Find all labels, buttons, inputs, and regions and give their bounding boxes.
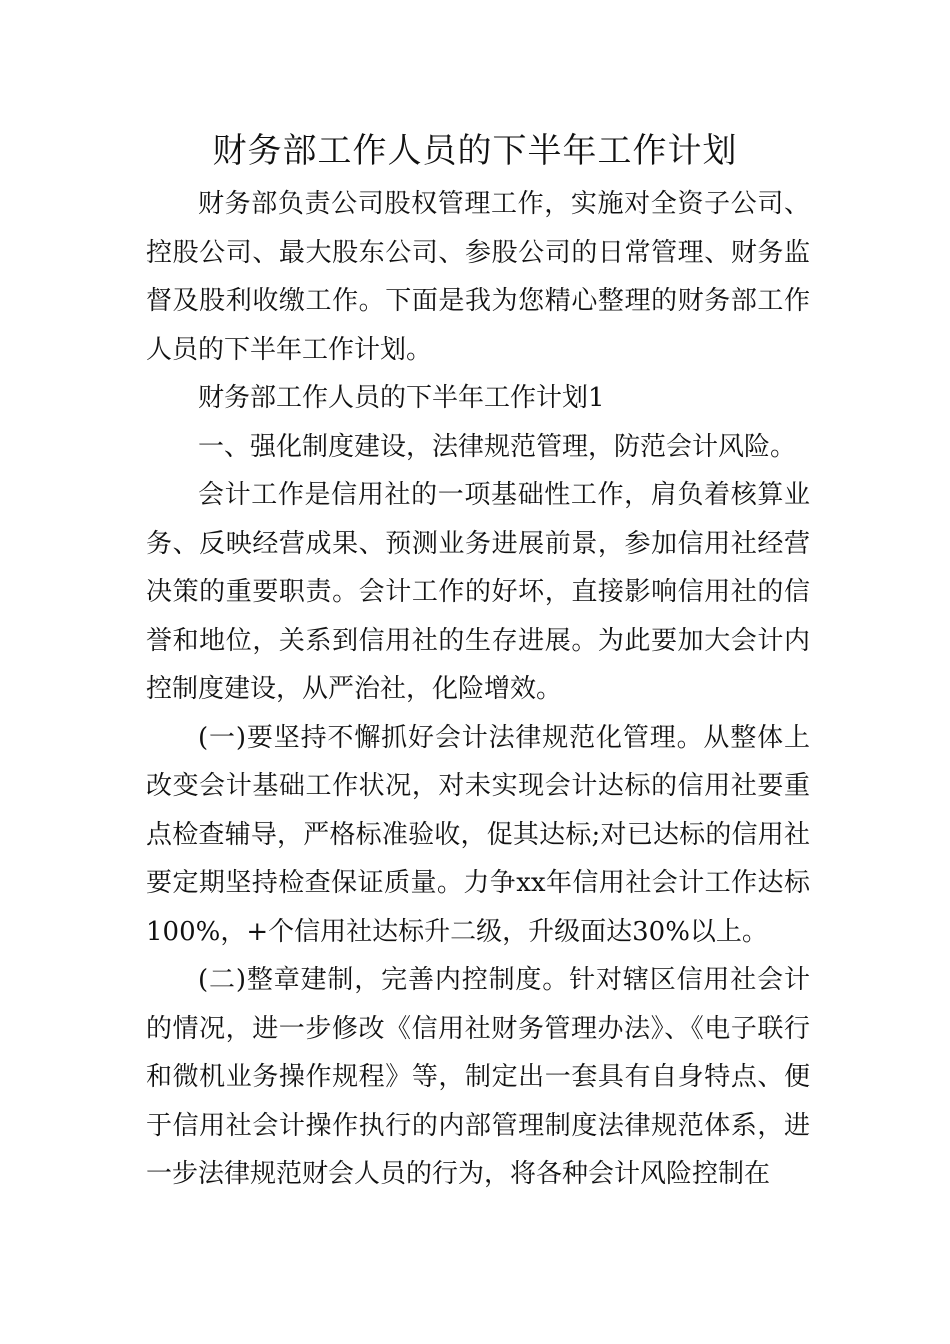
document-body: [146, 180, 810, 1199]
document-title: 财务部工作人员的下半年工作计划: [212, 131, 738, 171]
section-heading: 财务部工作人员的下半年工作计划1: [198, 383, 605, 413]
body-paragraph: (一)要坚持不懈抓好会计法律规范化管理。从整体上改变会计基础工作状况，对未实现会计达标的信用社要重点检查辅导，严格标准验收，促其达标;对已达标的信用社要定期坚持检查保证质量。力争xx年信用社会计工作达标100%，+个信用社达标升二级，升级面达30%以上。: [146, 722, 810, 947]
body-paragraph: 会计工作是信用社的一项基础性工作，肩负着核算业务、反映经营成果、预测业务进展前景，参加信用社经营决策的重要职责。会计工作的好坏，直接影响信用社的信誉和地位，关系到信用社的生存进展。为此要加大会计内控制度建设，从严治社，化险增效。: [146, 480, 810, 704]
intro-paragraph: 财务部负责公司股权管理工作，实施对全资子公司、控股公司、最大股东公司、参股公司的日常管理、财务监督及股利收缴工作。下面是我为您精心整理的财务部工作人员的下半年工作计划。: [146, 189, 810, 365]
body-paragraph: (二)整章建制，完善内控制度。针对辖区信用社会计的情况，进一步修改《信用社财务管理办法》、《电子联行和微机业务操作规程》等，制定出一套具有自身特点、便于信用社会计操作执行的内部管理制度法律规范体系，进一步法律规范财会人员的行为，将各种会计风险控制在: [146, 965, 810, 1189]
subsection-heading: 一、强化制度建设，法律规范管理，防范会计风险。: [198, 431, 797, 462]
